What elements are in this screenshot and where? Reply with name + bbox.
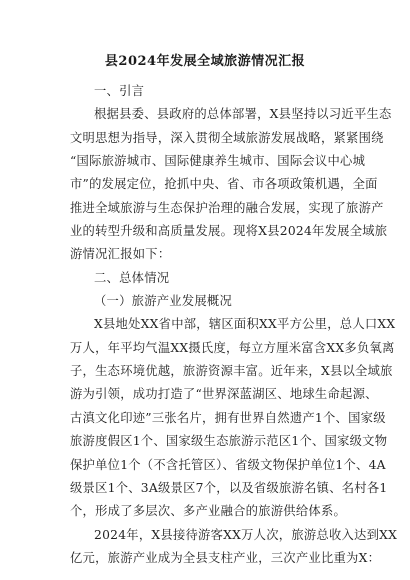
text-line: 根据县委、县政府的总体部署，X县坚持以习近平生态	[94, 107, 392, 122]
text-line: 亿元，旅游产业成为全县支柱产业，三次产业比重为X：	[70, 550, 381, 565]
document-title: 县2024年发展全域旅游情况汇报	[104, 54, 306, 69]
text-line: 级景区1个、3A级景区7个，以及省级旅游名镇、名村各1	[70, 480, 388, 495]
document-body	[70, 80, 398, 570]
text-line: （一）旅游产业发展概况	[94, 294, 233, 309]
text-line: 市”的发展定位，抢抓中央、省、市各项政策机遇，全面	[70, 177, 378, 192]
text-line: 个，形成了多层次、多产业融合的旅游供给体系。	[70, 504, 347, 519]
text-line: X县地处XX省中部，辖区面积XX平方公里，总人口XX	[94, 317, 396, 332]
text-line: “国际旅游城市、国际健康养生城市、国际会议中心城	[70, 154, 366, 169]
text-line: 推进全域旅游与生态保护治理的融合发展，实现了旅游产	[70, 200, 384, 215]
text-line: 保护单位1个（不含托管区）、省级文物保护单位1个、4A	[70, 457, 386, 472]
text-line: 游情况汇报如下：	[70, 247, 171, 262]
text-line: 2024年，X县接待游客XX万人次，旅游总收入达到XX	[94, 527, 398, 542]
text-line: 万人，年平均气温XX摄氏度，每立方厘米富含XX多负氧离	[70, 340, 395, 355]
text-line: 旅游度假区1个、国家级生态旅游示范区1个、国家级文物	[70, 434, 388, 449]
text-line: 业的转型升级和高质量发展。现将X县2024年发展全域旅	[70, 224, 388, 239]
text-line: 文明思想为指导，深入贯彻全域旅游发展战略，紧紧围绕	[70, 130, 384, 145]
text-line: 子，生态环境优越，旅游资源丰富。近年来，X县以全域旅	[70, 364, 393, 379]
text-line: 游为引领，成功打造了“世界深蓝湖区、地球生命起源、	[70, 387, 378, 402]
text-line: 一、引言	[94, 84, 145, 98]
text-line: 古滇文化印迹”三张名片，拥有世界自然遗产1个、国家级	[70, 410, 386, 425]
text-line: 二、总体情况	[94, 270, 170, 285]
